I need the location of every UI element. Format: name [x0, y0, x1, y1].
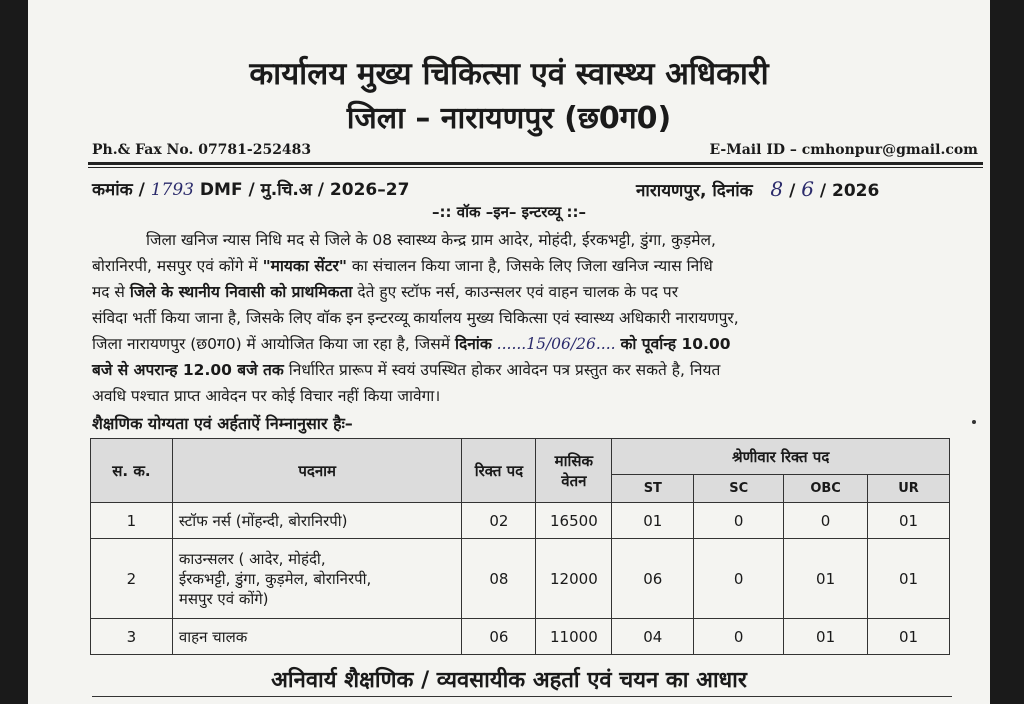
document-page	[28, 0, 990, 704]
body-bold: दिनांक	[454, 335, 492, 353]
body-text: का संचालन किया जाना है, जिसके लिए जिला खनिज न्यास निधि	[346, 257, 713, 275]
cell-post: वाहन चालक	[172, 619, 462, 655]
cell-ur: 01	[868, 619, 950, 655]
col-obc: OBC	[784, 475, 868, 503]
col-sno: स. क.	[91, 439, 173, 503]
body-line-6	[92, 358, 982, 380]
body-bold: को पूर्वान्ह 10.00	[620, 335, 731, 353]
cell-vacant: 06	[462, 619, 536, 655]
table-row	[91, 619, 950, 655]
col-post: पदनाम	[172, 439, 462, 503]
qualification-heading: शैक्षणिक योग्यता एवं अर्हताऐं निम्नानुसार हैः–	[92, 414, 353, 433]
cell-post: स्टॉफ नर्स (मोंहन्दी, बोरानिरपी)	[172, 503, 462, 539]
email-id: E-Mail ID – cmhonpur@gmail.com	[709, 142, 978, 158]
cell-salary: 12000	[536, 539, 612, 619]
col-sc: SC	[694, 475, 784, 503]
cell-post	[172, 539, 462, 619]
post-line: मसपुर एवं कोंगे)	[178, 589, 269, 608]
date-year: / 2026	[819, 181, 880, 201]
cell-st: 01	[612, 503, 694, 539]
col-category: श्रेणीवार रिक्त पद	[612, 439, 950, 475]
body-bold: जिले के स्थानीय निवासी को प्राथमिकता	[129, 283, 353, 301]
post-line: ईरकभट्टी, डुंगा, कुड़मेल, बोरानिरपी,	[178, 569, 372, 588]
cell-sno: 2	[91, 539, 173, 619]
body-line-4: संविदा भर्ती किया जाना है, जिसके लिए वॉक इन इन्टरव्यू कार्यालय मुख्य चिकित्सा एवं स्वास्थ्य अधिकारी नारायणपुर,	[92, 309, 739, 327]
handwritten-reference: 1793	[150, 180, 194, 200]
district-title: जिला – नारायणपुर (छ0ग0)	[346, 101, 672, 136]
cell-vacant: 08	[462, 539, 536, 619]
body-text: मद से	[92, 283, 130, 301]
body-text: बोरानिरपी, मसपुर एवं कोंगे में	[92, 257, 263, 275]
body-line-5	[92, 332, 982, 354]
header-divider	[88, 162, 983, 165]
body-line-1: जिला खनिज न्यास निधि मद से जिले के 08 स्वास्थ्य केन्द्र ग्राम आदेर, मोहंदी, ईरकभट्टी, डुंगा, कुड़मेल,	[146, 231, 716, 249]
reference-suffix: DMF / मु.चि.अ / 2026–27	[199, 180, 410, 200]
cell-sc: 0	[694, 503, 784, 539]
cell-salary: 11000	[536, 619, 612, 655]
col-salary: मासिक वेतन	[536, 439, 612, 503]
cell-sno: 3	[91, 619, 173, 655]
handwritten-day: 8	[770, 177, 784, 201]
cell-sc: 0	[694, 539, 784, 619]
next-table-border	[92, 696, 952, 704]
handwritten-date: ......15/06/26....	[491, 335, 621, 353]
post-line: काउन्सलर ( आदेर, मोहंदी,	[178, 549, 326, 568]
stray-mark	[972, 420, 976, 424]
cell-ur: 01	[868, 503, 950, 539]
table-header-row	[91, 439, 950, 475]
cell-obc: 01	[784, 539, 868, 619]
body-bold: बजे से अपरान्ह 12.00 बजे तक	[92, 361, 284, 379]
bottom-heading: अनिवार्य शैक्षणिक / व्यवसायीक अहर्ता एवं चयन का आधार	[271, 668, 747, 693]
col-vacant: रिक्त पद	[462, 439, 536, 503]
place-date: नारायणपुर, दिनांक 8 / 6 / 2026	[636, 177, 880, 201]
cell-obc: 0	[784, 503, 868, 539]
cell-st: 04	[612, 619, 694, 655]
vacancy-table	[90, 438, 950, 655]
body-line-2	[92, 254, 982, 276]
office-title: कार्यालय मुख्य चिकित्सा एवं स्वास्थ्य अधिकारी	[249, 56, 769, 92]
phone-fax: Ph.& Fax No. 07781-252483	[92, 142, 312, 158]
reference-number	[92, 177, 409, 200]
cell-st: 06	[612, 539, 694, 619]
body-text: जिला नारायणपुर (छ0ग0) में आयोजित किया जा रहा है, जिसमें	[92, 335, 455, 353]
cell-sc: 0	[694, 619, 784, 655]
place-date-label: नारायणपुर, दिनांक	[636, 181, 753, 201]
cell-sno: 1	[91, 503, 173, 539]
cell-obc: 01	[784, 619, 868, 655]
col-ur: UR	[868, 475, 950, 503]
col-st: ST	[612, 475, 694, 503]
cell-salary: 16500	[536, 503, 612, 539]
table-row	[91, 503, 950, 539]
body-text: देते हुए स्टॉफ नर्स, काउन्सलर एवं वाहन चालक के पद पर	[352, 283, 679, 301]
body-bold: "मायका सेंटर"	[262, 257, 347, 275]
handwritten-month: 6	[801, 177, 814, 201]
cell-vacant: 02	[462, 503, 536, 539]
header-divider-thin	[88, 167, 983, 168]
body-line-3	[92, 280, 982, 302]
cell-ur: 01	[868, 539, 950, 619]
reference-prefix: कमांक /	[92, 180, 145, 200]
body-text: निर्धारित प्रारूप में स्वयं उपस्थित होकर आवेदन पत्र प्रस्तुत कर सकते है, नियत	[283, 361, 721, 379]
body-line-7: अवधि पश्चात प्राप्त आवेदन पर कोई विचार नहीं किया जावेगा।	[92, 387, 441, 405]
walkin-heading: –:: वॉक –इन– इन्टरव्यू ::–	[432, 203, 586, 221]
table-row	[91, 539, 950, 619]
